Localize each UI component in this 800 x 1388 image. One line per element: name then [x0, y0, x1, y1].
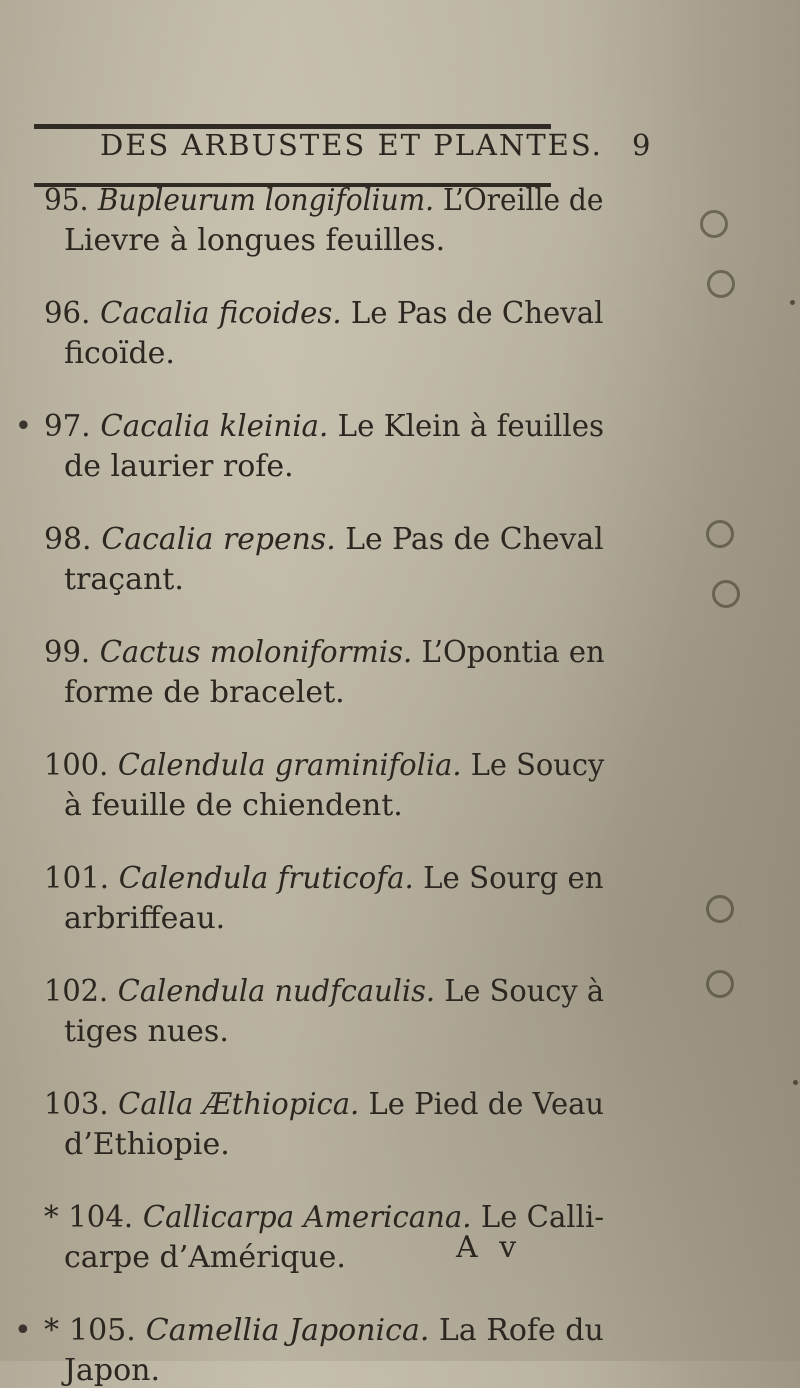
entry-continuation: tiges nues.: [64, 1014, 229, 1049]
bleed-mark: [707, 270, 735, 298]
entry-continuation: Lievre à longues feuilles.: [64, 223, 446, 258]
common-name: La Rofe du: [438, 1313, 604, 1348]
margin-dot-mark: •: [14, 1313, 32, 1348]
bleed-mark: [793, 1080, 798, 1085]
entry-number: 98.: [44, 522, 92, 557]
entry-continuation: Japon.: [64, 1353, 161, 1388]
bleed-mark: [706, 520, 734, 548]
common-name: Le Pas de Cheval: [345, 522, 604, 557]
signature-mark: A v: [456, 1230, 523, 1265]
entry-continuation: d’Ethiopie.: [64, 1127, 230, 1162]
entry-first-line: [44, 635, 605, 670]
entry-continuation: carpe d’Amérique.: [64, 1240, 346, 1275]
latin-name: Calendula fruticofa.: [118, 861, 414, 896]
common-name: L’Oreille de: [442, 183, 604, 218]
margin-dot-mark: •: [14, 409, 32, 444]
bleed-mark: [706, 895, 734, 923]
entry-number: 103.: [44, 1087, 109, 1122]
entry-first-line: [44, 522, 604, 557]
asterisk-mark: *: [44, 1313, 59, 1348]
entry-first-line: [44, 183, 604, 218]
common-name: L’Opontia en: [421, 635, 605, 670]
entry-number: 96.: [44, 296, 91, 331]
latin-name: Cactus moloniformis.: [99, 635, 413, 670]
latin-name: Calendula graminifolia.: [117, 748, 462, 783]
entry-continuation: forme de bracelet.: [64, 675, 345, 710]
common-name: Le Calli-: [480, 1200, 605, 1235]
latin-name: Calendula nudfcaulis.: [117, 974, 436, 1009]
latin-name: Calla Æthiopica.: [118, 1087, 360, 1122]
entry-continuation: à feuille de chiendent.: [64, 788, 403, 823]
entry-first-line: [44, 974, 605, 1009]
bleed-mark: [706, 970, 734, 998]
entry-number: 100.: [44, 748, 109, 783]
running-head: [100, 128, 651, 162]
latin-name: Cacalia repens.: [101, 522, 336, 557]
common-name: Le Pied de Veau: [368, 1087, 605, 1122]
entry-number: 95.: [44, 183, 89, 218]
latin-name: Camellia Japonica.: [145, 1313, 430, 1348]
entry-first-line: [14, 1313, 604, 1348]
entry-number: 101.: [44, 861, 110, 896]
common-name: Le Klein à feuilles: [337, 409, 605, 444]
entry-number: 105.: [69, 1313, 136, 1348]
entry-number: 99.: [44, 635, 91, 670]
entry-number: 102.: [44, 974, 109, 1009]
latin-name: Cacalia kleinia.: [100, 409, 329, 444]
entry-continuation: de laurier rofe.: [64, 449, 294, 484]
common-name: Le Soucy à: [444, 974, 605, 1009]
entry-first-line: [14, 409, 605, 444]
page-number: 9: [632, 128, 651, 162]
entry-number: 97.: [44, 409, 91, 444]
asterisk-mark: *: [44, 1200, 59, 1235]
running-title: DES ARBUSTES ET PLANTES.: [100, 128, 603, 162]
entry-number: 104.: [68, 1200, 134, 1235]
bleed-mark: [712, 580, 740, 608]
entry-first-line: [44, 1200, 605, 1235]
bleed-mark: [790, 300, 795, 305]
latin-name: Cacalia ficoides.: [100, 296, 342, 331]
latin-name: Bupleurum longifolium.: [97, 183, 435, 218]
bleed-mark: [700, 210, 728, 238]
entry-first-line: [44, 1087, 605, 1122]
latin-name: Callicarpa Americana.: [142, 1200, 472, 1235]
entry-continuation: traçant.: [64, 562, 184, 597]
entry-first-line: [44, 748, 605, 783]
entry-continuation: arbriffeau.: [64, 901, 226, 936]
common-name: Le Sourg en: [423, 861, 604, 896]
entry-first-line: [44, 296, 604, 331]
entry-continuation: ficoïde.: [64, 336, 175, 371]
common-name: Le Pas de Cheval: [350, 296, 604, 331]
entry-first-line: [44, 861, 604, 896]
common-name: Le Soucy: [470, 748, 605, 783]
